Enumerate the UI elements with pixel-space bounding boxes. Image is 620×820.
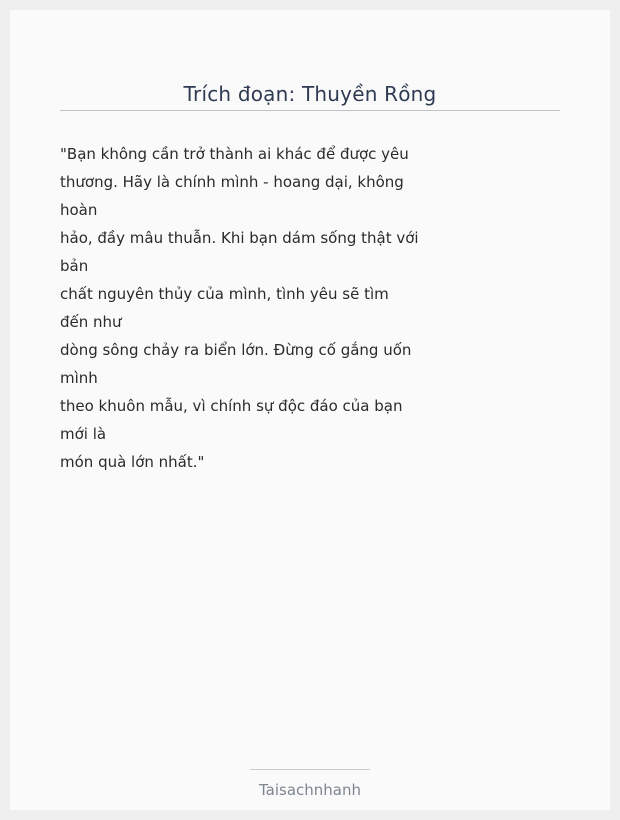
quote-line: mới là xyxy=(60,425,107,443)
quote-line: món quà lớn nhất." xyxy=(60,453,205,471)
quote-line: chất nguyên thủy của mình, tình yêu sẽ tìm xyxy=(60,285,389,303)
quote-line: bản xyxy=(60,257,89,275)
quote-line: hảo, đầy mâu thuẫn. Khi bạn dám sống thật với xyxy=(60,229,419,247)
quote-line: đến như xyxy=(60,313,122,331)
quote-line: thương. Hãy là chính mình - hoang dại, không xyxy=(60,173,404,191)
quote-line: mình xyxy=(60,369,98,387)
quote-block xyxy=(60,140,420,476)
document-title: Trích đoạn: Thuyền Rồng xyxy=(183,82,437,106)
title-divider xyxy=(60,110,560,111)
quote-line: theo khuôn mẫu, vì chính sự độc đáo của bạn xyxy=(60,397,403,415)
quote-line: "Bạn không cần trở thành ai khác để được yêu xyxy=(60,145,409,163)
quote-line: dòng sông chảy ra biển lớn. Đừng cố gắng uốn xyxy=(60,341,412,359)
footer-source: Taisachnhanh xyxy=(258,781,362,799)
footer-divider xyxy=(250,769,370,770)
document-page xyxy=(10,10,610,810)
quote-line: hoàn xyxy=(60,201,98,219)
